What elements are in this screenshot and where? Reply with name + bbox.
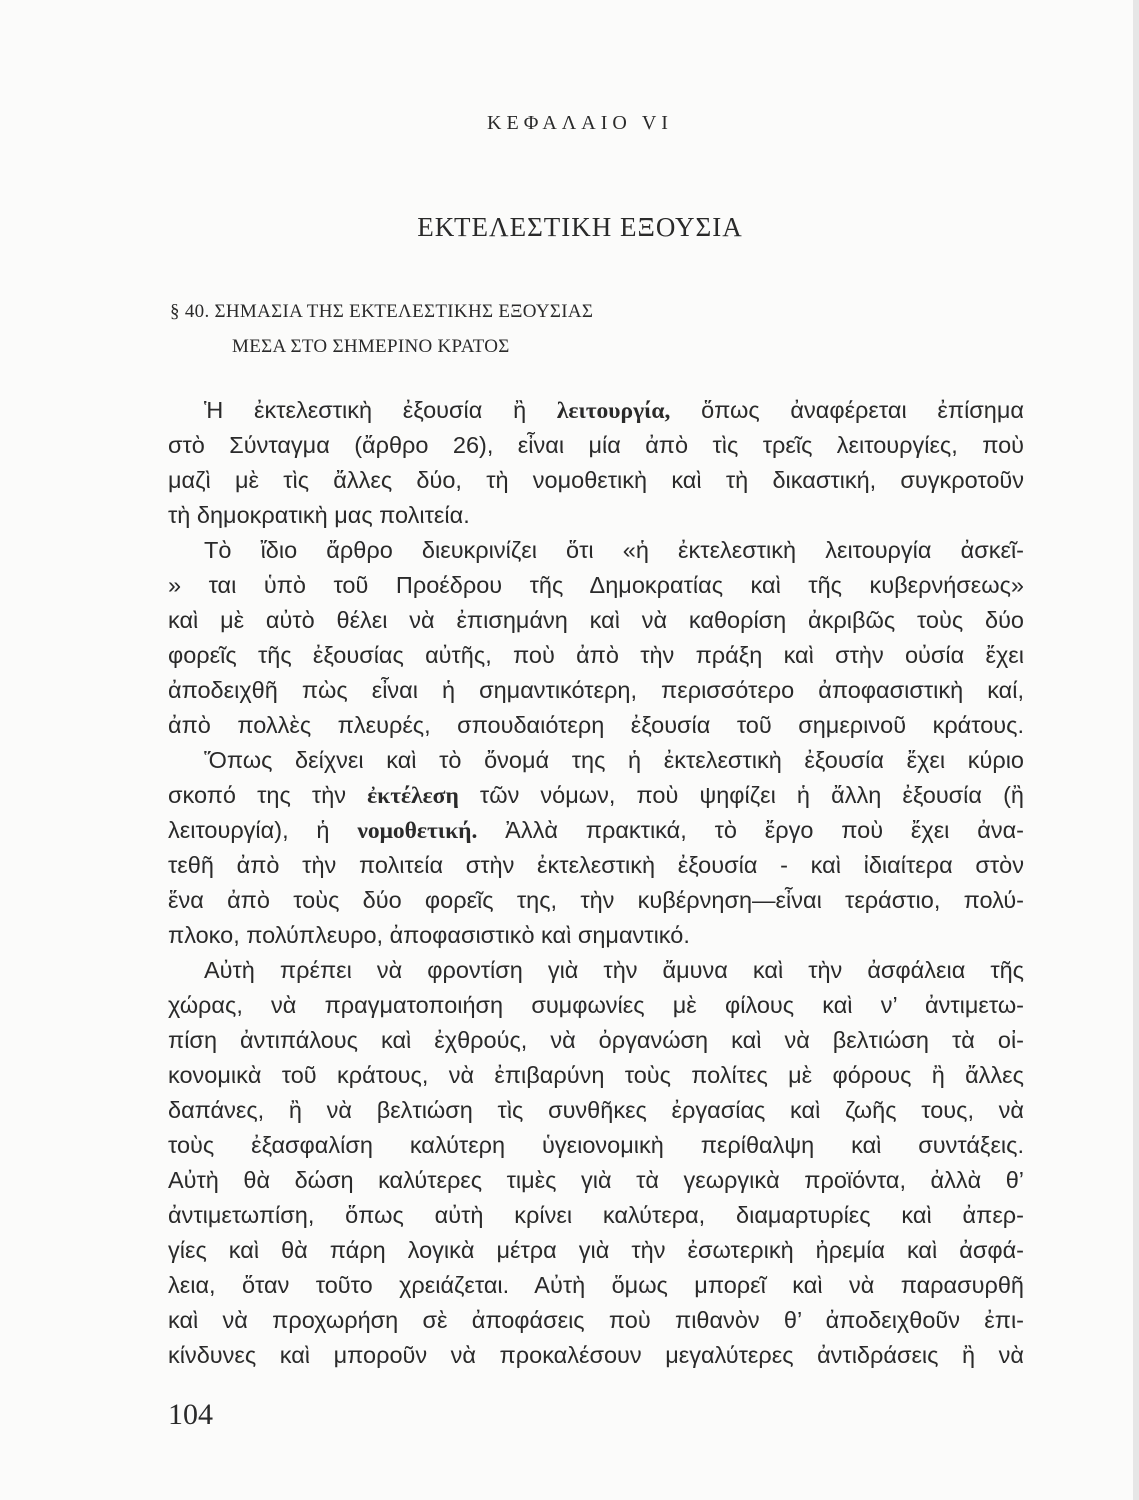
text-segment: στὸ Σύνταγμα (ἄρθρο 26), εἶναι μία ἀπὸ τὶς τρεῖς λειτουργίες, ποὺ <box>168 432 1024 458</box>
bold-term: ἐκτέλεση <box>367 783 459 809</box>
text-segment: κονομικὰ τοῦ κράτους, νὰ ἐπιβαρύνη τοὺς πολίτες μὲ φόρους ἢ ἄλλες <box>168 1062 1024 1088</box>
text-line <box>168 603 1024 638</box>
text-segment: καὶ μὲ αὐτὸ θέλει νὰ ἐπισημάνη καὶ νὰ καθορίση ἀκριβῶς τοὺς δύο <box>168 607 1024 633</box>
text-segment: δαπάνες, ἢ νὰ βελτιώση τὶς συνθῆκες ἐργασίας καὶ ζωῆς τους, νὰ <box>168 1097 1024 1123</box>
text-line <box>168 393 1024 428</box>
body-text <box>168 393 1024 1373</box>
text-line <box>168 813 1024 848</box>
text-segment: πλοκο, πολύπλευρο, ἀποφασιστικὸ καὶ σημαντικό. <box>168 922 690 948</box>
text-segment: » ται ὑπὸ τοῦ Προέδρου τῆς Δημοκρατίας καὶ τῆς κυβερνήσεως» <box>168 572 1024 598</box>
text-line <box>168 1093 1024 1128</box>
text-line <box>168 428 1024 463</box>
text-segment: γίες καὶ θὰ πάρη λογικὰ μέτρα γιὰ τὴν ἐσωτερικὴ ἠρεμία καὶ ἀσφά- <box>168 1237 1024 1263</box>
text-segment: τοὺς ἐξασφαλίση καλύτερη ὑγειονομικὴ περίθαλψη καὶ συντάξεις. <box>168 1132 1024 1158</box>
text-line <box>168 953 1024 988</box>
text-segment: σκοπό της τὴν <box>168 782 368 808</box>
text-line <box>168 1233 1024 1268</box>
section-heading-line-2: ΜΕΣΑ ΣΤΟ ΣΗΜΕΡΙΝΟ ΚΡΑΤΟΣ <box>232 336 510 357</box>
text-segment: τὴ δημοκρατικὴ μας πολιτεία. <box>168 502 470 528</box>
text-line <box>168 778 1024 813</box>
text-segment: τεθῆ ἀπὸ τὴν πολιτεία στὴν ἐκτελεστικὴ ἐξουσία - καὶ ἰδιαίτερα στὸν <box>168 852 1024 878</box>
text-segment: Ἡ ἐκτελεστικὴ ἐξουσία ἢ <box>204 397 557 423</box>
chapter-title: ΕΚΤΕΛΕΣΤΙΚΗ ΕΞΟΥΣΙΑ <box>417 212 743 242</box>
text-segment: μαζὶ μὲ τὶς ἄλλες δύο, τὴ νομοθετικὴ καὶ τὴ δικαστική, συγκροτοῦν <box>168 467 1024 493</box>
text-segment: χώρας, νὰ πραγματοποιήση συμφωνίες μὲ φίλους καὶ ν’ ἀντιμετω- <box>168 992 1024 1018</box>
text-segment: κίνδυνες καὶ μποροῦν νὰ προκαλέσουν μεγαλύτερες ἀντιδράσεις ἢ νὰ <box>168 1342 1024 1368</box>
text-segment: ἕνα ἀπὸ τοὺς δύο φορεῖς της, τὴν κυβέρνηση—εἶναι τεράστιο, πολύ- <box>168 887 1024 913</box>
text-line <box>168 1163 1024 1198</box>
text-segment: Ἀλλὰ πρακτικά, τὸ ἔργο ποὺ ἔχει ἀνα- <box>477 817 1024 843</box>
text-segment: Αὐτὴ πρέπει νὰ φροντίση γιὰ τὴν ἄμυνα καὶ τὴν ἀσφάλεια τῆς <box>204 957 1024 983</box>
text-line <box>168 1128 1024 1163</box>
text-segment: Τὸ ἴδιο ἄρθρο διευκρινίζει ὅτι «ἡ ἐκτελεστικὴ λειτουργία ἀσκεῖ- <box>204 537 1024 563</box>
text-line <box>168 533 1024 568</box>
text-segment: Αὐτὴ θὰ δώση καλύτερες τιμὲς γιὰ τὰ γεωργικὰ προϊόντα, ἀλλὰ θ’ <box>168 1167 1024 1193</box>
text-line <box>168 1268 1024 1303</box>
text-line <box>168 673 1024 708</box>
text-segment: ἀποδειχθῆ πὼς εἶναι ἡ σημαντικότερη, περισσότερο ἀποφασιστικὴ καί, <box>168 677 1024 703</box>
text-segment: λειτουργία), ἡ <box>168 817 358 843</box>
text-line <box>168 463 1024 498</box>
text-segment: καὶ νὰ προχωρήση σὲ ἀποφάσεις ποὺ πιθανὸν θ’ ἀποδειχθοῦν ἐπι- <box>168 1307 1024 1333</box>
text-line <box>168 988 1024 1023</box>
section-heading-line-1: § 40. ΣΗΜΑΣΙΑ ΤΗΣ ΕΚΤΕΛΕΣΤΙΚΗΣ ΕΞΟΥΣΙΑΣ <box>170 301 594 322</box>
text-line <box>168 848 1024 883</box>
text-segment: πίση ἀντιπάλους καὶ ἐχθρούς, νὰ ὀργανώση καὶ νὰ βελτιώση τὰ οἰ- <box>168 1027 1024 1053</box>
text-line <box>168 918 1024 953</box>
text-line <box>168 638 1024 673</box>
text-line <box>168 498 1024 533</box>
bold-term: λειτουργία, <box>556 398 671 424</box>
text-line <box>168 1023 1024 1058</box>
text-line <box>168 1058 1024 1093</box>
page-number: 104 <box>168 1398 213 1431</box>
text-line <box>168 743 1024 778</box>
text-segment: φορεῖς τῆς ἐξουσίας αὐτῆς, ποὺ ἀπὸ τὴν πράξη καὶ στὴν οὐσία ἔχει <box>168 642 1024 668</box>
text-segment: τῶν νόμων, ποὺ ψηφίζει ἡ ἄλλη ἐξουσία (ἢ <box>458 782 1025 808</box>
text-line <box>168 708 1024 743</box>
text-line <box>168 1303 1024 1338</box>
text-line <box>168 568 1024 603</box>
chapter-heading: ΚΕΦΑΛΑΙΟ VI <box>487 112 673 134</box>
bold-term: νομοθετική. <box>357 818 478 844</box>
text-line <box>168 1198 1024 1233</box>
text-segment: Ὅπως δείχνει καὶ τὸ ὄνομά της ἡ ἐκτελεστικὴ ἐξουσία ἔχει κύριο <box>204 747 1024 773</box>
text-segment: ἀπὸ πολλὲς πλευρές, σπουδαιότερη ἐξουσία τοῦ σημερινοῦ κράτους. <box>168 712 1024 738</box>
text-segment: λεια, ὅταν τοῦτο χρειάζεται. Αὐτὴ ὅμως μπορεῖ καὶ νὰ παρασυρθῆ <box>168 1272 1024 1298</box>
text-segment: ὅπως ἀναφέρεται ἐπίσημα <box>670 397 1024 423</box>
text-segment: ἀντιμετωπίση, ὅπως αὐτὴ κρίνει καλύτερα, διαμαρτυρίες καὶ ἀπερ- <box>168 1202 1024 1228</box>
text-line <box>168 883 1024 918</box>
text-line <box>168 1338 1024 1373</box>
